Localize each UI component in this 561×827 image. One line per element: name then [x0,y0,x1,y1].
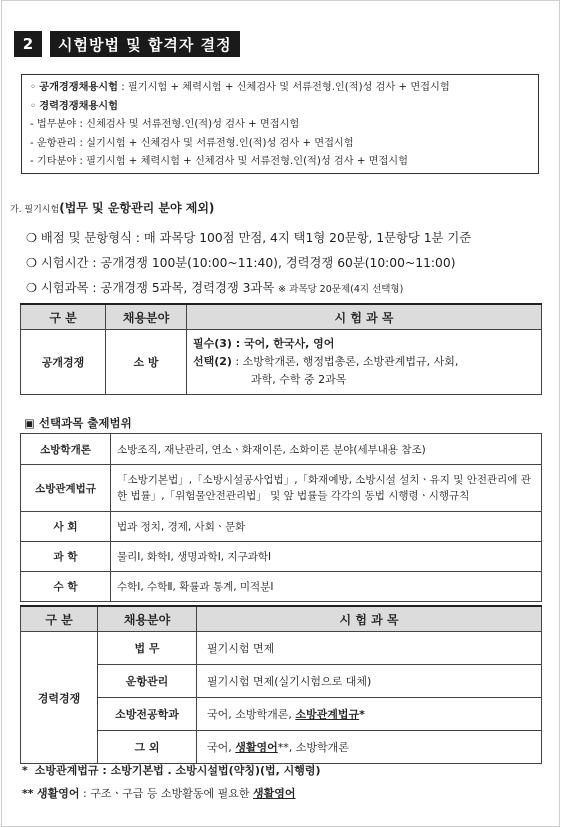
field-cell: 운항관리 [98,665,197,698]
table-row [21,572,542,602]
subjects-underlined: 소방관계법규 [295,708,360,721]
section-header [14,31,240,57]
subjects-cell [187,330,542,395]
table-row [21,330,542,395]
group-cell: 공개경쟁 [21,330,106,395]
field-cell: 법 무 [98,632,197,665]
table-header-row [21,304,542,330]
table-row [21,512,542,542]
subjects-cell: 필기시험 면제(실기시험으로 대체) [197,665,542,698]
bullet-scoring: ❍ 배점 및 문항형식 : 매 과목당 100점 만점, 4지 택1형 20문항, 1문항당 1분 기준 [26,231,472,245]
table-row [21,632,542,665]
footnote-text: : 구조ㆍ구급 등 소방활동에 필요한 [79,787,253,800]
elective-text-cont: 과학, 수학 중 2과목 [251,373,347,386]
field-cell: 소 방 [106,330,187,395]
bullet-time: ❍ 시험시간 : 공개경쟁 100분(10:00~11:40), 경력경쟁 60분(10:00~11:00) [26,256,456,270]
field-cell: 소방전공학과 [98,698,197,731]
footnote-text: : 소방기본법 . 소방시설법(약칭)(법, 시행령) [98,764,321,777]
subjects-tail: * [359,708,365,721]
footnote-label: 소방관계법규 [34,764,99,777]
table-row [21,465,542,512]
table-header-row [21,606,542,632]
written-exam-bullets [26,226,471,302]
subject-label: 과 학 [21,542,111,572]
subjects-underlined: 생활영어 [235,741,278,754]
elective-label: 선택(2) [193,355,232,368]
bullet-subjects-text: ❍ 시험과목 : 공개경쟁 5과목, 경력경쟁 3과목 [26,281,279,295]
footnote-underlined: 생활영어 [252,787,296,800]
col-header-category: 구 분 [21,606,98,632]
table-row [21,698,542,731]
selection-scope-title: ▣ 선택과목 출제범위 [24,416,132,430]
public-exam-line: ◦ 공개경쟁채용시험 : 필기시험 + 체력시험 + 신체검사 및 서류전형.인(적)성 검사 + 면접시험 [30,82,450,93]
footnote-mark: * [22,764,28,777]
selection-scope-table [20,433,542,602]
public-exam-table [20,303,542,395]
col-header-subjects: 시 험 과 목 [187,304,542,330]
elective-text: : 소방학개론, 행정법총론, 소방관계법규, 사회, [231,355,459,368]
subject-scope: 수학Ⅰ, 수학Ⅱ, 확률과 통계, 미적분Ⅰ [111,572,542,602]
table-row [21,542,542,572]
bullet-subjects-note: ※ 과목당 20문제(4지 선택형) [278,284,404,295]
subject-label: 소방학개론 [21,434,111,465]
table-row [21,665,542,698]
summary-box [21,74,539,174]
col-header-field: 채용분야 [106,304,187,330]
subjects-plain: 국어, [207,741,236,754]
col-header-field: 채용분야 [98,606,197,632]
footnote-label: 생활영어 [37,787,80,800]
subject-label: 소방관계법규 [21,465,111,512]
career-exam-line: ◦ 경력경쟁채용시험 [30,100,118,112]
written-exam-prefix: 가. 필기시험 [10,205,60,215]
footnote-mark: ** [22,787,34,800]
section-number: 2 [14,31,42,57]
subject-scope: 물리Ⅰ, 화학Ⅰ, 생명과학Ⅰ, 지구과학Ⅰ [111,542,542,572]
career-exam-label: 경력경쟁채용시험 [39,100,118,112]
col-header-subjects: 시 험 과 목 [197,606,542,632]
subject-label: 사 회 [21,512,111,542]
table-row [21,434,542,465]
public-exam-label: 공개경쟁채용시험 [39,82,118,93]
group-cell: 경력경쟁 [21,632,98,764]
career-exam-table [20,605,542,764]
public-exam-text: : 필기시험 + 체력시험 + 신체검사 및 서류전형.인(적)성 검사 + 면접시험 [117,82,450,93]
written-exam-heading [10,199,214,216]
subject-label: 수 학 [21,572,111,602]
footnote-2 [22,782,321,805]
subject-scope: 소방조직, 재난관리, 연소ㆍ화재이론, 소화이론 분야(세부내용 참조) [111,434,542,465]
subjects-cell [197,698,542,731]
subject-scope: 법과 정치, 경제, 사회ㆍ문화 [111,512,542,542]
footnotes [22,759,321,805]
col-header-category: 구 분 [21,304,106,330]
career-item: - 기타분야 : 필기시험 + 체력시험 + 신체검사 및 서류전형.인(적)성 검사 + 면접시험 [30,156,408,167]
bullet-subjects [26,276,471,302]
written-exam-title: (법무 및 운항관리 분야 제외) [59,201,215,215]
section-title: 시험방법 및 합격자 결정 [50,31,240,57]
subject-scope: 「소방기본법」,「소방시설공사업법」,「화재예방, 소방시설 설치ㆍ유지 및 안전관리에 관한 법률」,「위험물안전관리법」 및 앞 법률들 각각의 동법 시행령ㆍ시행규칙 [111,465,542,512]
subjects-tail: **, 소방학개론 [277,741,349,754]
subjects-plain: 국어, 소방학개론, [207,708,296,721]
career-item: - 법무분야 : 신체검사 및 서류전형.인(적)성 검사 + 면접시험 [30,119,300,130]
subjects-cell: 필기시험 면제 [197,632,542,665]
required-subjects: 필수(3) : 국어, 한국사, 영어 [193,337,335,350]
field-cell: 그 외 [98,731,197,764]
footnote-1 [22,759,321,782]
career-item: - 운항관리 : 실기시험 + 신체검사 및 서류전형.인(적)성 검사 + 면접시험 [30,137,354,149]
